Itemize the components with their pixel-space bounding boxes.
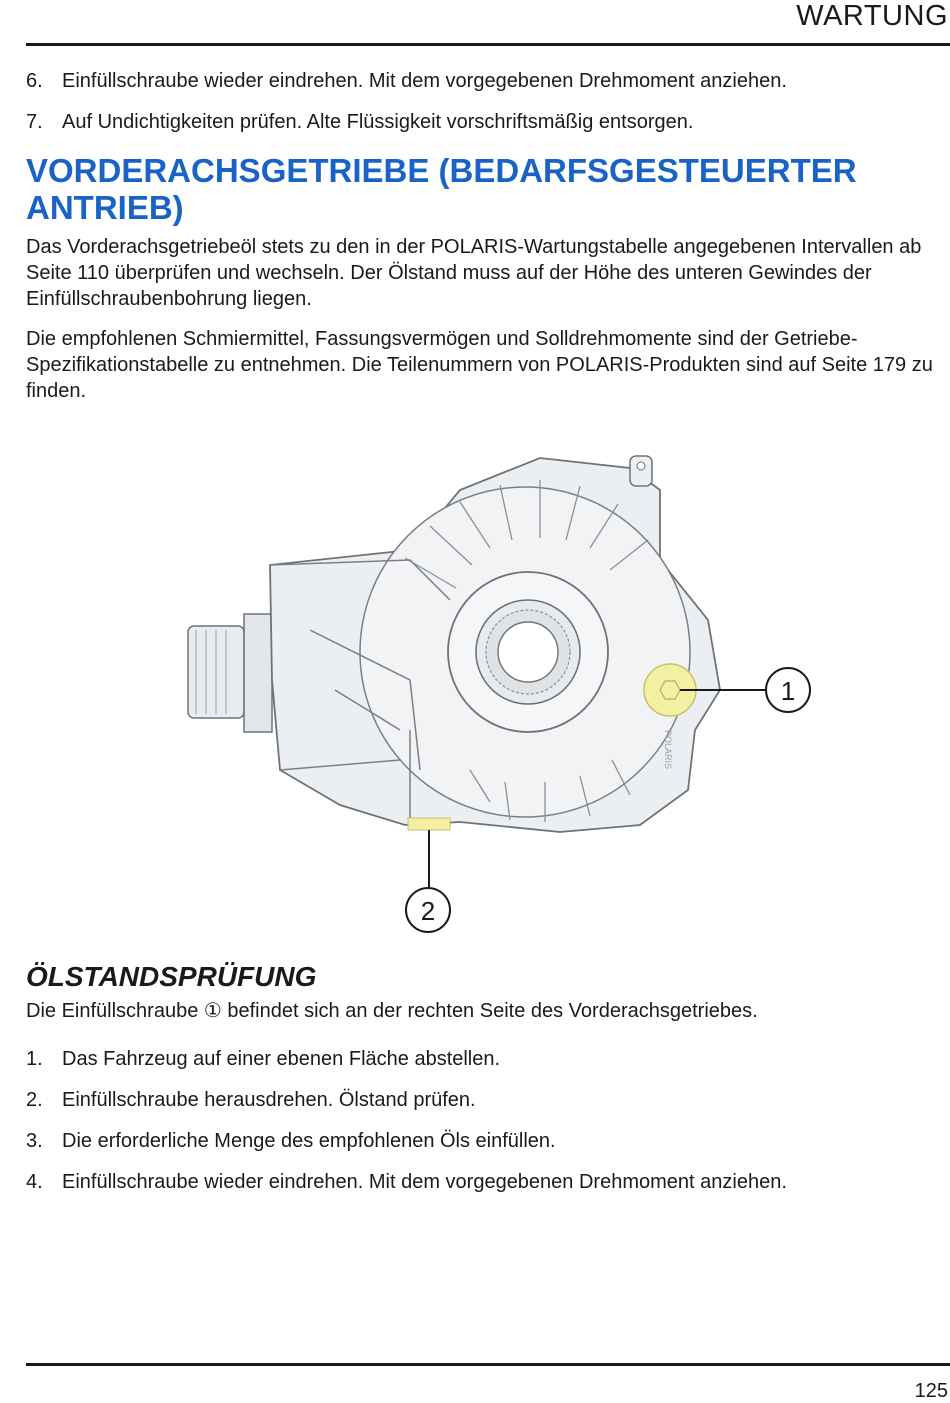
subsection-title: ÖLSTANDSPRÜFUNG bbox=[26, 961, 317, 992]
step-text: Einfüllschraube wieder eindrehen. Mit dem vorgegebenen Drehmoment anziehen. bbox=[62, 1171, 787, 1193]
gearbox-figure bbox=[160, 430, 840, 950]
section-paragraph-1: Das Vorderachsgetriebeöl stets zu den in der POLARIS-Wartungstabelle angegebenen Intervallen ab Seite 110 überprüfen und wechseln. Der Ölstand muss auf der Höhe des unteren Gewindes der Einfüllschraubenbohrung liegen. bbox=[26, 236, 922, 310]
steps-list-continued bbox=[26, 68, 787, 150]
step-number: 6. bbox=[26, 70, 43, 92]
callout-label-2: 2 bbox=[420, 896, 436, 926]
header-rule bbox=[26, 43, 950, 46]
page-number: 125 bbox=[914, 1380, 948, 1402]
step-text: Das Fahrzeug auf einer ebenen Fläche abstellen. bbox=[62, 1048, 501, 1070]
section-title: VORDERACHSGETRIEBE (BEDARFSGESTEUERTER ANTRIEB) bbox=[26, 152, 857, 226]
list-item bbox=[26, 1087, 787, 1128]
step-number: 4. bbox=[26, 1171, 43, 1193]
list-item bbox=[26, 1046, 787, 1087]
oil-level-steps-list bbox=[26, 1046, 787, 1210]
header-title: WARTUNG bbox=[796, 0, 948, 32]
step-number: 3. bbox=[26, 1130, 43, 1152]
step-number: 7. bbox=[26, 111, 43, 133]
gearbox-illustration bbox=[160, 430, 840, 950]
section-paragraph-2: Die empfohlenen Schmiermittel, Fassungsvermögen und Solldrehmomente sind der Getriebe-Spezifikationstabelle zu entnehmen. Die Teilenummern von POLARIS-Produkten sind auf Seite 179 zu finden. bbox=[26, 328, 933, 402]
step-text: Einfüllschraube wieder eindrehen. Mit dem vorgegebenen Drehmoment anziehen. bbox=[62, 70, 787, 92]
step-text: Einfüllschraube herausdrehen. Ölstand prüfen. bbox=[62, 1089, 476, 1111]
input-shaft bbox=[188, 614, 272, 732]
drain-plug-highlight bbox=[408, 818, 450, 830]
callout-label-1: 1 bbox=[780, 676, 796, 706]
list-item bbox=[26, 68, 787, 109]
svg-text:POLARIS: POLARIS bbox=[663, 730, 673, 770]
list-item bbox=[26, 109, 787, 150]
callout-2 bbox=[406, 830, 450, 932]
step-number: 2. bbox=[26, 1089, 43, 1111]
footer-rule bbox=[26, 1363, 950, 1366]
list-item bbox=[26, 1128, 787, 1169]
step-number: 1. bbox=[26, 1048, 43, 1070]
list-item bbox=[26, 1169, 787, 1210]
gearbox-housing bbox=[270, 456, 720, 832]
step-text: Auf Undichtigkeiten prüfen. Alte Flüssigkeit vorschriftsmäßig entsorgen. bbox=[62, 111, 694, 133]
step-text: Die erforderliche Menge des empfohlenen Öls einfüllen. bbox=[62, 1130, 556, 1152]
subsection-intro: Die Einfüllschraube ① befindet sich an der rechten Seite des Vorderachsgetriebes. bbox=[26, 1000, 758, 1022]
